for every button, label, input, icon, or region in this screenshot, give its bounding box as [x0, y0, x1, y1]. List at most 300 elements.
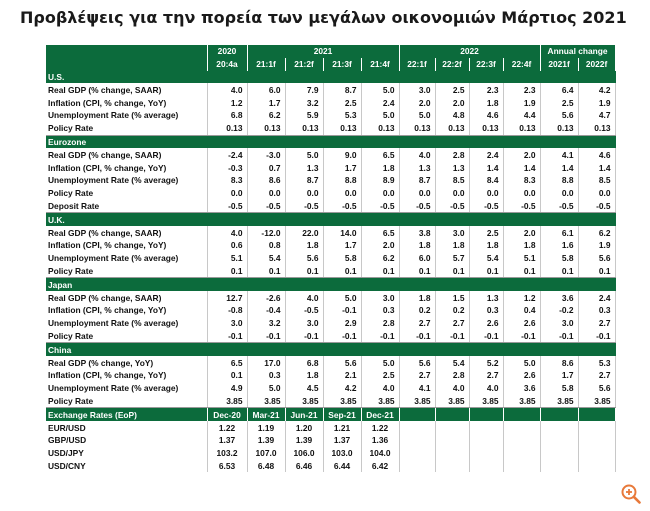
table-row	[46, 304, 615, 317]
exchange-value: 103.0	[323, 447, 361, 460]
value-cell: 2.0	[435, 96, 469, 109]
value-cell: 3.0	[285, 317, 323, 330]
value-cell: 5.1	[207, 252, 247, 265]
value-cell: 6.5	[361, 226, 399, 239]
header-filler	[435, 408, 469, 421]
section-filler	[399, 343, 435, 356]
value-cell: -0.5	[503, 200, 540, 213]
value-cell: 3.85	[435, 395, 469, 408]
value-cell: -0.1	[435, 330, 469, 343]
table-row	[46, 265, 615, 278]
section-filler	[323, 343, 361, 356]
value-cell: 0.1	[540, 265, 578, 278]
exchange-period: Dec-20	[207, 408, 247, 421]
row-label: Real GDP (% change, YoY)	[46, 356, 207, 369]
section-header	[46, 213, 615, 226]
value-cell: 6.1	[540, 226, 578, 239]
section-filler	[469, 343, 503, 356]
empty-cell	[578, 447, 615, 460]
header-blank	[46, 45, 207, 58]
value-cell: 0.13	[399, 122, 435, 135]
header-filler	[503, 408, 540, 421]
value-cell: -0.5	[540, 200, 578, 213]
empty-cell	[435, 447, 469, 460]
value-cell: 3.85	[323, 395, 361, 408]
value-cell: 2.7	[469, 369, 503, 382]
value-cell: 4.0	[285, 291, 323, 304]
value-cell: 0.1	[578, 265, 615, 278]
value-cell: 2.9	[323, 317, 361, 330]
value-cell: 8.3	[503, 174, 540, 187]
section-filler	[540, 135, 578, 148]
exchange-row	[46, 421, 615, 434]
value-cell: -0.5	[578, 200, 615, 213]
row-label: Inflation (CPI, % change, YoY)	[46, 96, 207, 109]
section-filler	[503, 343, 540, 356]
value-cell: -0.1	[469, 330, 503, 343]
value-cell: -0.5	[435, 200, 469, 213]
value-cell: 1.3	[435, 161, 469, 174]
value-cell: -0.5	[469, 200, 503, 213]
header-year-2021: 2021	[247, 45, 399, 58]
section-filler	[361, 278, 399, 291]
value-cell: 4.4	[503, 109, 540, 122]
section-header	[46, 71, 615, 84]
value-cell: -0.5	[207, 200, 247, 213]
value-cell: 0.13	[435, 122, 469, 135]
value-cell: 8.6	[540, 356, 578, 369]
value-cell: 0.1	[435, 265, 469, 278]
section-filler	[323, 213, 361, 226]
value-cell: 5.2	[469, 356, 503, 369]
value-cell: 2.5	[469, 226, 503, 239]
value-cell: 1.8	[469, 239, 503, 252]
table-row	[46, 395, 615, 408]
value-cell: 5.6	[578, 252, 615, 265]
value-cell: 1.4	[503, 161, 540, 174]
empty-cell	[540, 421, 578, 434]
section-filler	[323, 278, 361, 291]
value-cell: 0.3	[469, 304, 503, 317]
table-row	[46, 291, 615, 304]
value-cell: 1.7	[247, 96, 285, 109]
section-header	[46, 135, 615, 148]
section-filler	[399, 213, 435, 226]
value-cell: 4.8	[435, 109, 469, 122]
value-cell: 5.4	[247, 252, 285, 265]
value-cell: 2.8	[435, 369, 469, 382]
empty-cell	[540, 447, 578, 460]
value-cell: -0.1	[285, 330, 323, 343]
row-label: Unemployment Rate (% average)	[46, 252, 207, 265]
value-cell: 0.13	[503, 122, 540, 135]
section-filler	[247, 343, 285, 356]
section-filler	[247, 71, 285, 84]
section-filler	[540, 278, 578, 291]
value-cell: 5.0	[285, 148, 323, 161]
exchange-period: Jun-21	[285, 408, 323, 421]
value-cell: -0.3	[207, 161, 247, 174]
value-cell: 0.3	[578, 304, 615, 317]
value-cell: -0.8	[207, 304, 247, 317]
exchange-value: 6.42	[361, 460, 399, 473]
exchange-value: 6.46	[285, 460, 323, 473]
header-year-2020: 2020	[207, 45, 247, 58]
value-cell: 0.13	[247, 122, 285, 135]
value-cell: 4.6	[578, 148, 615, 161]
value-cell: 3.6	[540, 291, 578, 304]
value-cell: 0.13	[323, 122, 361, 135]
value-cell: 2.1	[323, 369, 361, 382]
table-row	[46, 252, 615, 265]
value-cell: 1.8	[285, 239, 323, 252]
empty-cell	[435, 421, 469, 434]
header-quarters-row	[46, 58, 615, 71]
row-label: Inflation (CPI, % change, YoY)	[46, 239, 207, 252]
section-filler	[399, 278, 435, 291]
value-cell: 6.5	[361, 148, 399, 161]
value-cell: 22.0	[285, 226, 323, 239]
value-cell: -0.1	[399, 330, 435, 343]
value-cell: 0.0	[207, 187, 247, 200]
value-cell: 2.5	[435, 83, 469, 96]
section-header	[46, 278, 615, 291]
header-quarter: 22:2f	[435, 58, 469, 71]
exchange-header-row	[46, 408, 615, 421]
value-cell: -0.1	[361, 330, 399, 343]
value-cell: 5.0	[247, 382, 285, 395]
value-cell: 3.85	[285, 395, 323, 408]
header-quarter: 2021f	[540, 58, 578, 71]
table-row	[46, 161, 615, 174]
value-cell: 4.0	[435, 382, 469, 395]
value-cell: 0.0	[578, 187, 615, 200]
value-cell: 2.7	[399, 317, 435, 330]
section-filler	[540, 343, 578, 356]
value-cell: 3.85	[469, 395, 503, 408]
table-row	[46, 200, 615, 213]
value-cell: 5.6	[323, 356, 361, 369]
value-cell: 2.4	[361, 96, 399, 109]
value-cell: 2.0	[399, 96, 435, 109]
exchange-value: 1.22	[207, 421, 247, 434]
value-cell: 3.0	[361, 291, 399, 304]
empty-cell	[435, 434, 469, 447]
section-name: Eurozone	[46, 135, 207, 148]
section-header	[46, 343, 615, 356]
row-label: Policy Rate	[46, 265, 207, 278]
header-quarter: 20:4a	[207, 58, 247, 71]
value-cell: 0.6	[207, 239, 247, 252]
section-filler	[540, 213, 578, 226]
value-cell: 4.0	[207, 226, 247, 239]
row-label: Inflation (CPI, % change, YoY)	[46, 369, 207, 382]
value-cell: 0.4	[503, 304, 540, 317]
section-filler	[285, 278, 323, 291]
table-row	[46, 356, 615, 369]
section-filler	[207, 343, 247, 356]
value-cell: 2.4	[469, 148, 503, 161]
value-cell: 8.9	[361, 174, 399, 187]
exchange-value: 104.0	[361, 447, 399, 460]
section-filler	[469, 135, 503, 148]
value-cell: 0.13	[540, 122, 578, 135]
section-name: U.K.	[46, 213, 207, 226]
exchange-period: Mar-21	[247, 408, 285, 421]
value-cell: 0.0	[399, 187, 435, 200]
value-cell: -0.5	[323, 200, 361, 213]
empty-cell	[399, 460, 435, 473]
row-label: Policy Rate	[46, 187, 207, 200]
value-cell: 3.0	[435, 226, 469, 239]
value-cell: 0.7	[247, 161, 285, 174]
value-cell: 3.2	[285, 96, 323, 109]
section-filler	[578, 213, 615, 226]
value-cell: 0.13	[207, 122, 247, 135]
exchange-value: 6.48	[247, 460, 285, 473]
value-cell: 3.85	[207, 395, 247, 408]
exchange-period: Sep-21	[323, 408, 361, 421]
value-cell: 1.9	[578, 239, 615, 252]
row-label: Real GDP (% change, SAAR)	[46, 148, 207, 161]
page-title: Προβλέψεις για την πορεία των μεγάλων οικονομιών Μάρτιος 2021	[20, 8, 627, 27]
exchange-label: EUR/USD	[46, 421, 207, 434]
exchange-label: USD/CNY	[46, 460, 207, 473]
value-cell: 2.3	[469, 83, 503, 96]
value-cell: 1.8	[399, 291, 435, 304]
value-cell: 8.5	[435, 174, 469, 187]
value-cell: 3.85	[578, 395, 615, 408]
value-cell: 0.13	[469, 122, 503, 135]
value-cell: 3.85	[503, 395, 540, 408]
value-cell: 5.4	[469, 252, 503, 265]
value-cell: 0.0	[285, 187, 323, 200]
value-cell: 4.0	[469, 382, 503, 395]
table-row	[46, 187, 615, 200]
empty-cell	[469, 434, 503, 447]
exchange-label: USD/JPY	[46, 447, 207, 460]
header-quarter: 21:1f	[247, 58, 285, 71]
value-cell: 0.0	[469, 187, 503, 200]
value-cell: 3.0	[207, 317, 247, 330]
value-cell: 4.6	[469, 109, 503, 122]
value-cell: 3.85	[540, 395, 578, 408]
value-cell: -0.1	[207, 330, 247, 343]
section-name: China	[46, 343, 207, 356]
value-cell: 8.7	[285, 174, 323, 187]
section-filler	[469, 278, 503, 291]
header-year-2022: 2022	[399, 45, 540, 58]
value-cell: 1.8	[503, 239, 540, 252]
value-cell: 5.6	[540, 109, 578, 122]
value-cell: 2.7	[399, 369, 435, 382]
exchange-value: 1.39	[247, 434, 285, 447]
section-filler	[323, 71, 361, 84]
exchange-value: 106.0	[285, 447, 323, 460]
row-label: Unemployment Rate (% average)	[46, 174, 207, 187]
value-cell: 2.6	[469, 317, 503, 330]
value-cell: 2.5	[540, 96, 578, 109]
section-name: U.S.	[46, 71, 207, 84]
empty-cell	[399, 421, 435, 434]
table-row	[46, 330, 615, 343]
table-row	[46, 148, 615, 161]
section-filler	[207, 135, 247, 148]
value-cell: 0.0	[323, 187, 361, 200]
value-cell: 8.5	[578, 174, 615, 187]
value-cell: -0.5	[247, 200, 285, 213]
exchange-value: 1.37	[323, 434, 361, 447]
value-cell: 14.0	[323, 226, 361, 239]
value-cell: 1.7	[323, 161, 361, 174]
value-cell: 1.3	[399, 161, 435, 174]
header-quarter: 21:2f	[285, 58, 323, 71]
section-filler	[285, 71, 323, 84]
table-row	[46, 109, 615, 122]
value-cell: 5.0	[399, 109, 435, 122]
value-cell: 8.8	[323, 174, 361, 187]
table-row	[46, 226, 615, 239]
value-cell: 2.5	[323, 96, 361, 109]
row-label: Inflation (CPI, % change, YoY)	[46, 161, 207, 174]
section-filler	[285, 135, 323, 148]
header-filler	[540, 408, 578, 421]
section-name: Japan	[46, 278, 207, 291]
value-cell: 0.13	[285, 122, 323, 135]
value-cell: 3.85	[361, 395, 399, 408]
empty-cell	[578, 434, 615, 447]
value-cell: -2.4	[207, 148, 247, 161]
value-cell: 2.6	[503, 317, 540, 330]
value-cell: 0.1	[323, 265, 361, 278]
value-cell: -0.1	[323, 304, 361, 317]
value-cell: 0.0	[503, 187, 540, 200]
value-cell: 1.8	[285, 369, 323, 382]
value-cell: 1.8	[399, 239, 435, 252]
value-cell: 8.3	[207, 174, 247, 187]
value-cell: 1.9	[578, 96, 615, 109]
section-filler	[435, 213, 469, 226]
exchange-period: Dec-21	[361, 408, 399, 421]
value-cell: 3.85	[247, 395, 285, 408]
value-cell: 2.5	[361, 369, 399, 382]
header-annual-change: Annual change	[540, 45, 615, 58]
section-filler	[435, 343, 469, 356]
value-cell: 1.8	[435, 239, 469, 252]
section-filler	[207, 278, 247, 291]
exchange-header: Exchange Rates (EoP)	[46, 408, 207, 421]
value-cell: 6.2	[361, 252, 399, 265]
value-cell: -12.0	[247, 226, 285, 239]
value-cell: 0.0	[540, 187, 578, 200]
section-filler	[578, 343, 615, 356]
value-cell: 8.7	[399, 174, 435, 187]
header-quarter: 22:1f	[399, 58, 435, 71]
exchange-value: 107.0	[247, 447, 285, 460]
value-cell: -0.1	[323, 330, 361, 343]
value-cell: 0.2	[435, 304, 469, 317]
zoom-in-icon[interactable]	[620, 483, 642, 505]
section-filler	[285, 213, 323, 226]
value-cell: 0.3	[247, 369, 285, 382]
empty-cell	[435, 460, 469, 473]
value-cell: 2.6	[503, 369, 540, 382]
value-cell: 2.4	[578, 291, 615, 304]
value-cell: 0.1	[469, 265, 503, 278]
header-filler	[469, 408, 503, 421]
value-cell: 5.6	[399, 356, 435, 369]
value-cell: 0.1	[207, 265, 247, 278]
exchange-value: 1.21	[323, 421, 361, 434]
value-cell: 1.7	[323, 239, 361, 252]
value-cell: 5.3	[578, 356, 615, 369]
section-filler	[503, 213, 540, 226]
value-cell: 2.8	[435, 148, 469, 161]
value-cell: 4.2	[578, 83, 615, 96]
value-cell: 1.8	[361, 161, 399, 174]
value-cell: 6.0	[399, 252, 435, 265]
value-cell: 5.1	[503, 252, 540, 265]
empty-cell	[399, 447, 435, 460]
exchange-value: 1.20	[285, 421, 323, 434]
value-cell: 5.6	[285, 252, 323, 265]
empty-cell	[540, 434, 578, 447]
value-cell: 3.0	[399, 83, 435, 96]
section-filler	[323, 135, 361, 148]
value-cell: 4.1	[540, 148, 578, 161]
value-cell: 8.6	[247, 174, 285, 187]
value-cell: 1.8	[469, 96, 503, 109]
section-filler	[207, 213, 247, 226]
value-cell: 4.2	[323, 382, 361, 395]
value-cell: 5.0	[361, 356, 399, 369]
table-row	[46, 317, 615, 330]
section-filler	[207, 71, 247, 84]
exchange-value: 6.53	[207, 460, 247, 473]
section-filler	[285, 343, 323, 356]
section-filler	[540, 71, 578, 84]
forecast-table	[46, 45, 616, 472]
table-row	[46, 122, 615, 135]
row-label: Policy Rate	[46, 395, 207, 408]
value-cell: -0.5	[399, 200, 435, 213]
section-filler	[399, 135, 435, 148]
value-cell: 0.0	[361, 187, 399, 200]
value-cell: 0.1	[285, 265, 323, 278]
empty-cell	[469, 421, 503, 434]
value-cell: 6.8	[285, 356, 323, 369]
value-cell: 1.2	[207, 96, 247, 109]
value-cell: 1.5	[435, 291, 469, 304]
section-filler	[469, 213, 503, 226]
header-quarter: 22:3f	[469, 58, 503, 71]
empty-cell	[503, 447, 540, 460]
section-filler	[503, 135, 540, 148]
value-cell: 0.2	[399, 304, 435, 317]
empty-cell	[503, 434, 540, 447]
value-cell: 6.2	[578, 226, 615, 239]
value-cell: 3.2	[247, 317, 285, 330]
value-cell: 0.1	[207, 369, 247, 382]
value-cell: 3.85	[399, 395, 435, 408]
value-cell: 4.1	[399, 382, 435, 395]
value-cell: 5.9	[285, 109, 323, 122]
value-cell: 5.8	[323, 252, 361, 265]
value-cell: 1.3	[285, 161, 323, 174]
row-label: Deposit Rate	[46, 200, 207, 213]
value-cell: 5.0	[503, 356, 540, 369]
value-cell: -0.1	[540, 330, 578, 343]
